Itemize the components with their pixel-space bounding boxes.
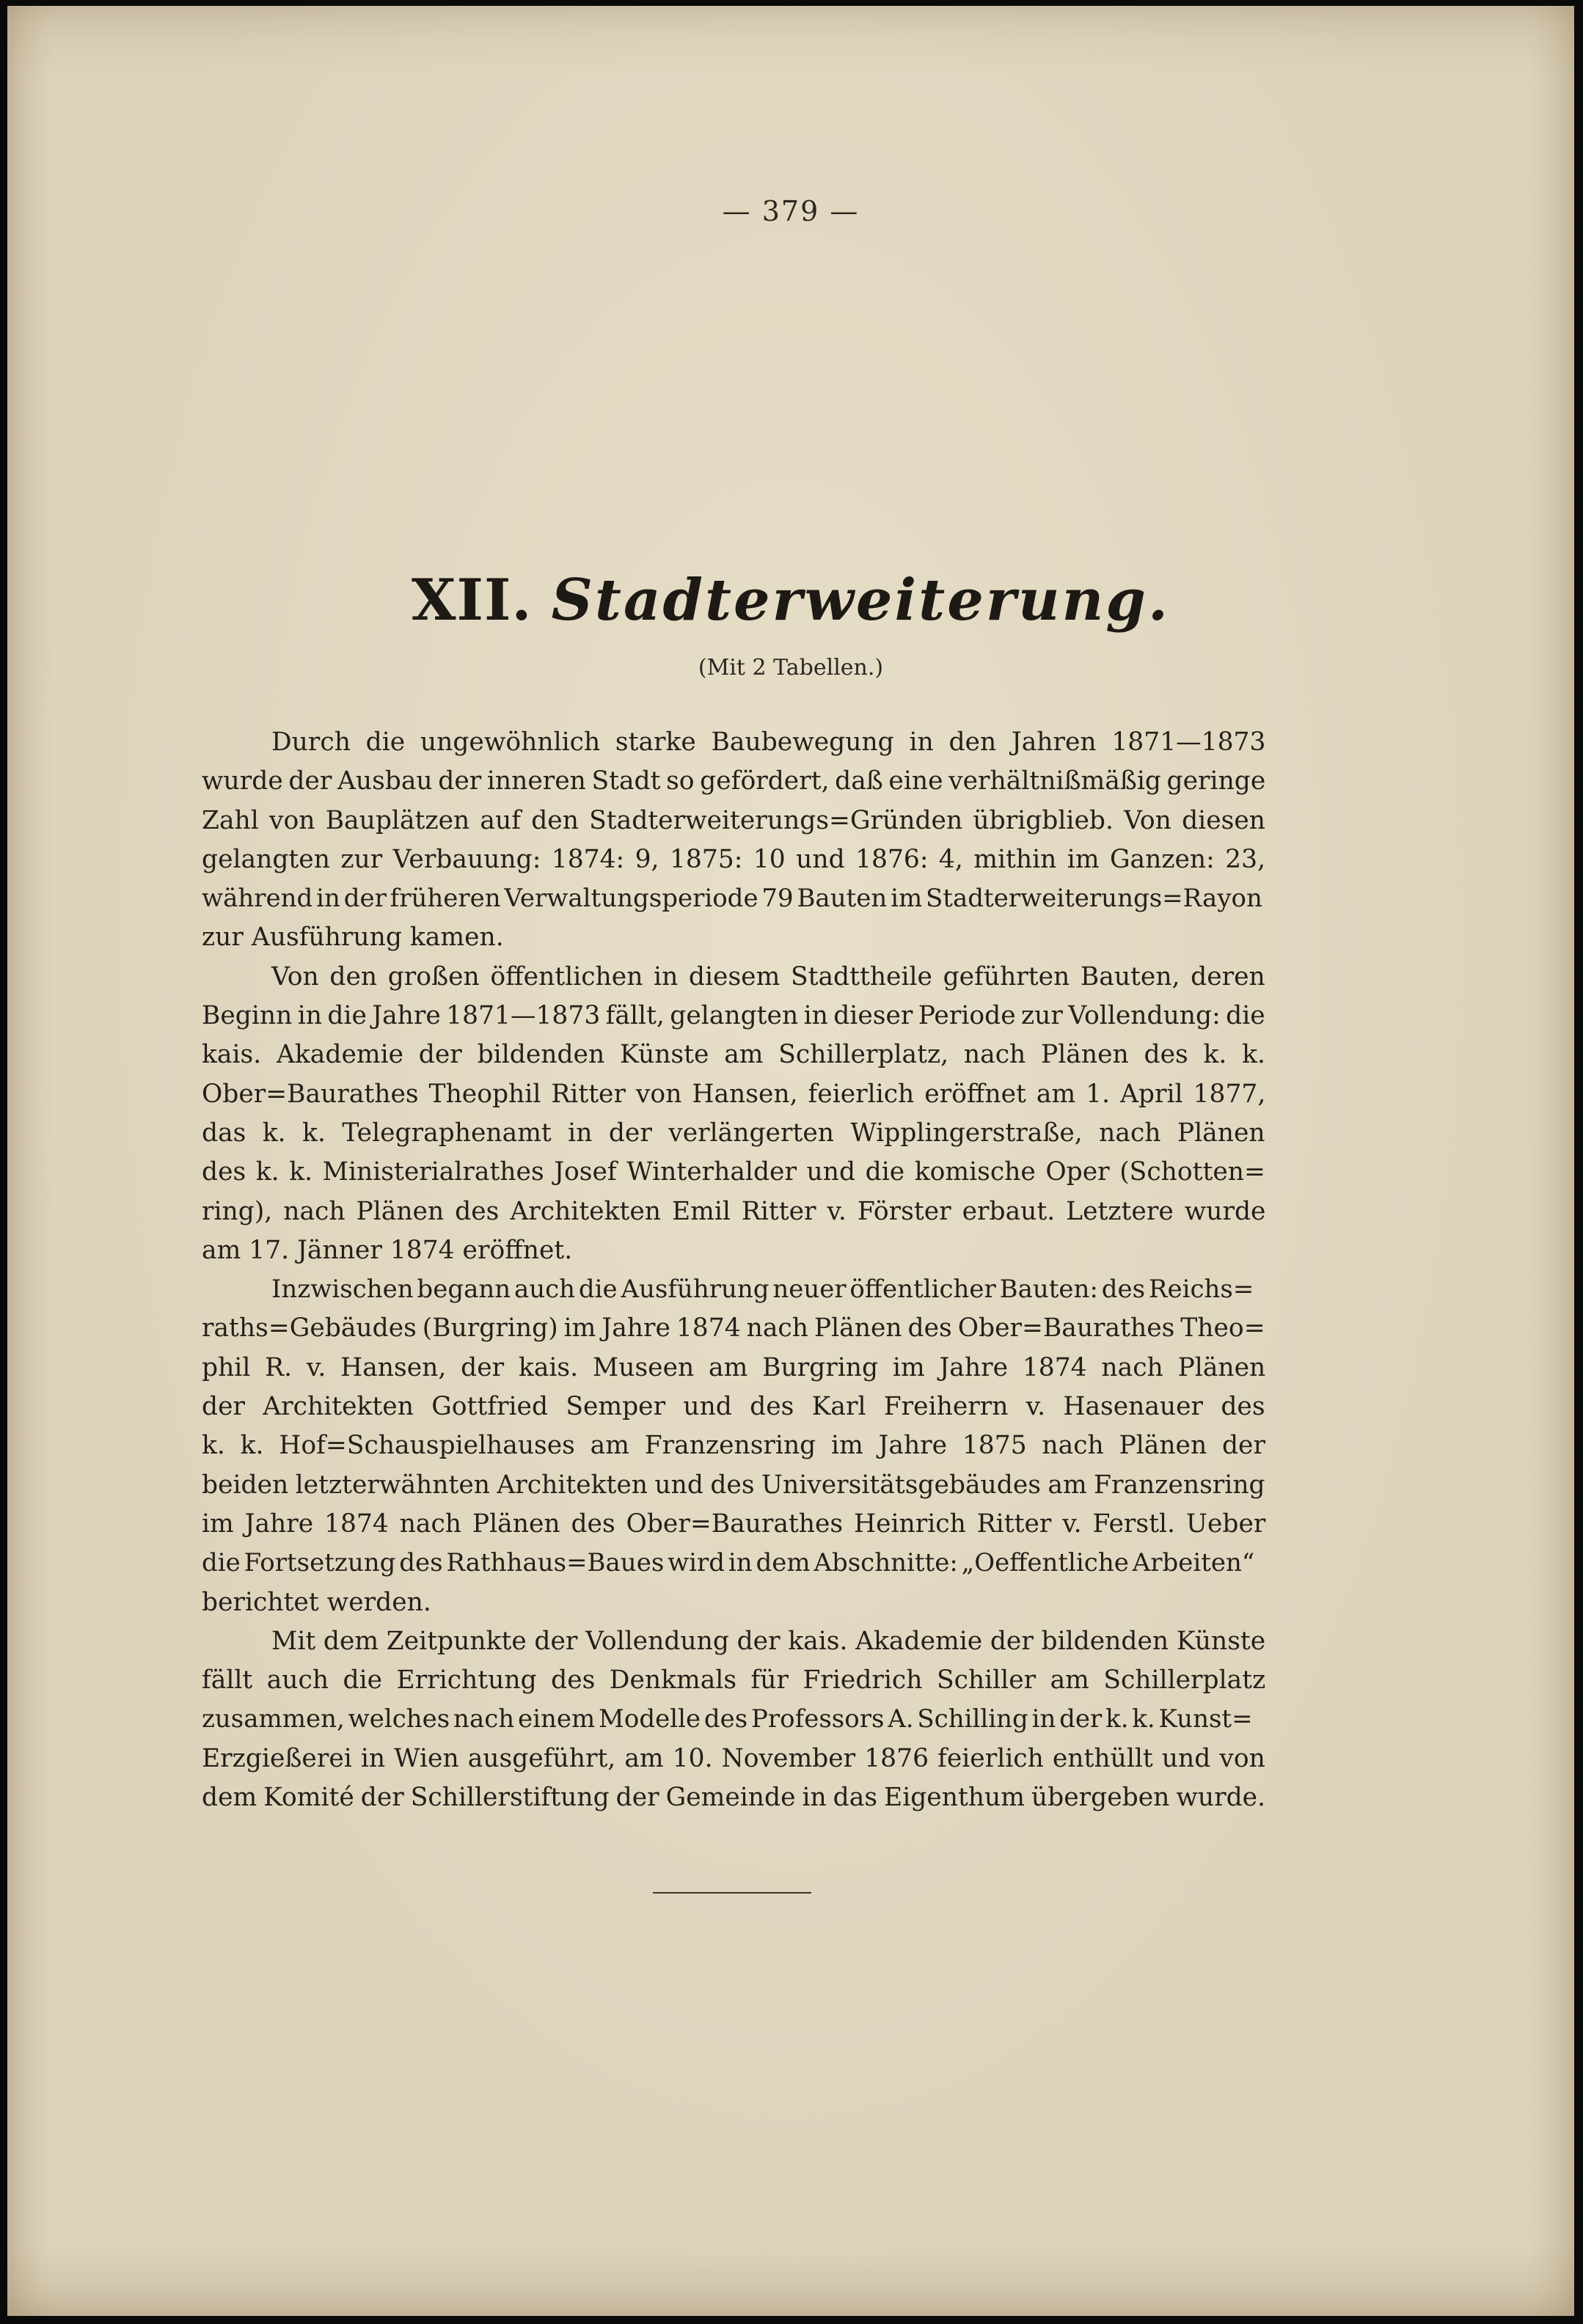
text-line: fällt auch die Errichtung des Denkmals für Friedrich Schiller am Schillerplatz	[202, 1665, 1266, 1696]
text-line: dem Komité der Schillerstiftung der Gemeinde in das Eigenthum übergeben wurde.	[202, 1783, 1266, 1813]
text-line: Erzgießerei in Wien ausgeführt, am 10. November 1876 feierlich enthüllt und von	[202, 1743, 1265, 1773]
text-line: am 17. Jänner 1874 eröffnet.	[202, 1235, 573, 1265]
text-line: das k. k. Telegraphenamt in der verlängerten Wipplingerstraße, nach Plänen	[202, 1118, 1265, 1148]
text-line: Durch die ungewöhnlich starke Baubewegung in den Jahren 1871—1873	[271, 727, 1266, 757]
text-line: phil R. v. Hansen, der kais. Museen am Burgring im Jahre 1874 nach Plänen	[202, 1352, 1266, 1382]
text-line: wurde der Ausbau der inneren Stadt so gefördert, daß eine verhältnißmäßig geringe	[202, 766, 1266, 796]
text-line: beiden letzterwähnten Architekten und des Universitätsgebäudes am Franzensring	[202, 1470, 1265, 1500]
page-number: — 379 —	[722, 195, 860, 227]
text-line: berichtet werden.	[202, 1587, 431, 1617]
body-text	[202, 723, 1265, 1817]
chapter-numeral: XII.	[411, 567, 533, 634]
text-line: kais. Akademie der bildenden Künste am Schillerplatz, nach Plänen des k. k.	[202, 1040, 1266, 1070]
text-line: zur Ausführung kamen.	[202, 923, 504, 953]
text-line: Beginn in die Jahre 1871—1873 fällt, gelangten in dieser Periode zur Vollendung: die	[202, 1001, 1265, 1031]
text-line: Ober=Baurathes Theophil Ritter von Hansen, feierlich eröffnet am 1. April 1877,	[202, 1079, 1266, 1109]
text-line: k. k. Hof=Schauspielhauses am Franzensring im Jahre 1875 nach Plänen der	[202, 1431, 1265, 1461]
text-line: die Fortsetzung des Rathhaus=Baues wird in dem Abschnitte: „Oeffentliche Arbeiten“	[202, 1548, 1255, 1578]
text-line: raths=Gebäudes (Burgring) im Jahre 1874 nach Plänen des Ober=Baurathes Theo=	[202, 1313, 1265, 1344]
text-line: Zahl von Bauplätzen auf den Stadterweiterungs=Gründen übrigblieb. Von diesen	[202, 805, 1265, 835]
chapter-heading	[7, 567, 1574, 634]
text-line: der Architekten Gottfried Semper und des Karl Freiherrn v. Hasenauer des	[202, 1392, 1265, 1422]
text-line: ring), nach Plänen des Architekten Emil Ritter v. Förster erbaut. Letztere wurde	[202, 1196, 1266, 1226]
text-line: Von den großen öffentlichen in diesem Stadttheile geführten Bauten, deren	[271, 961, 1265, 991]
chapter-subtitle: (Mit 2 Tabellen.)	[698, 655, 884, 681]
document-page	[7, 6, 1574, 2316]
text-line: Inzwischen begann auch die Ausführung neuer öffentlicher Bauten: des Reichs=	[271, 1275, 1254, 1305]
text-line: im Jahre 1874 nach Plänen des Ober=Baurathes Heinrich Ritter v. Ferstl. Ueber	[202, 1509, 1266, 1539]
text-line: Mit dem Zeitpunkte der Vollendung der kais. Akademie der bildenden Künste	[271, 1626, 1266, 1656]
chapter-title: Stadterweiterung.	[551, 567, 1171, 634]
end-rule	[653, 1892, 811, 1894]
text-line: gelangten zur Verbauung: 1874: 9, 1875: 10 und 1876: 4, mithin im Ganzen: 23,	[202, 844, 1266, 874]
text-line: zusammen, welches nach einem Modelle des Professors A. Schilling in der k. k. Kunst=	[202, 1704, 1253, 1734]
text-line: während in der früheren Verwaltungsperiode 79 Bauten im Stadterweiterungs=Rayon	[202, 884, 1262, 914]
text-line: des k. k. Ministerialrathes Josef Winterhalder und die komische Oper (Schotten=	[202, 1157, 1265, 1187]
